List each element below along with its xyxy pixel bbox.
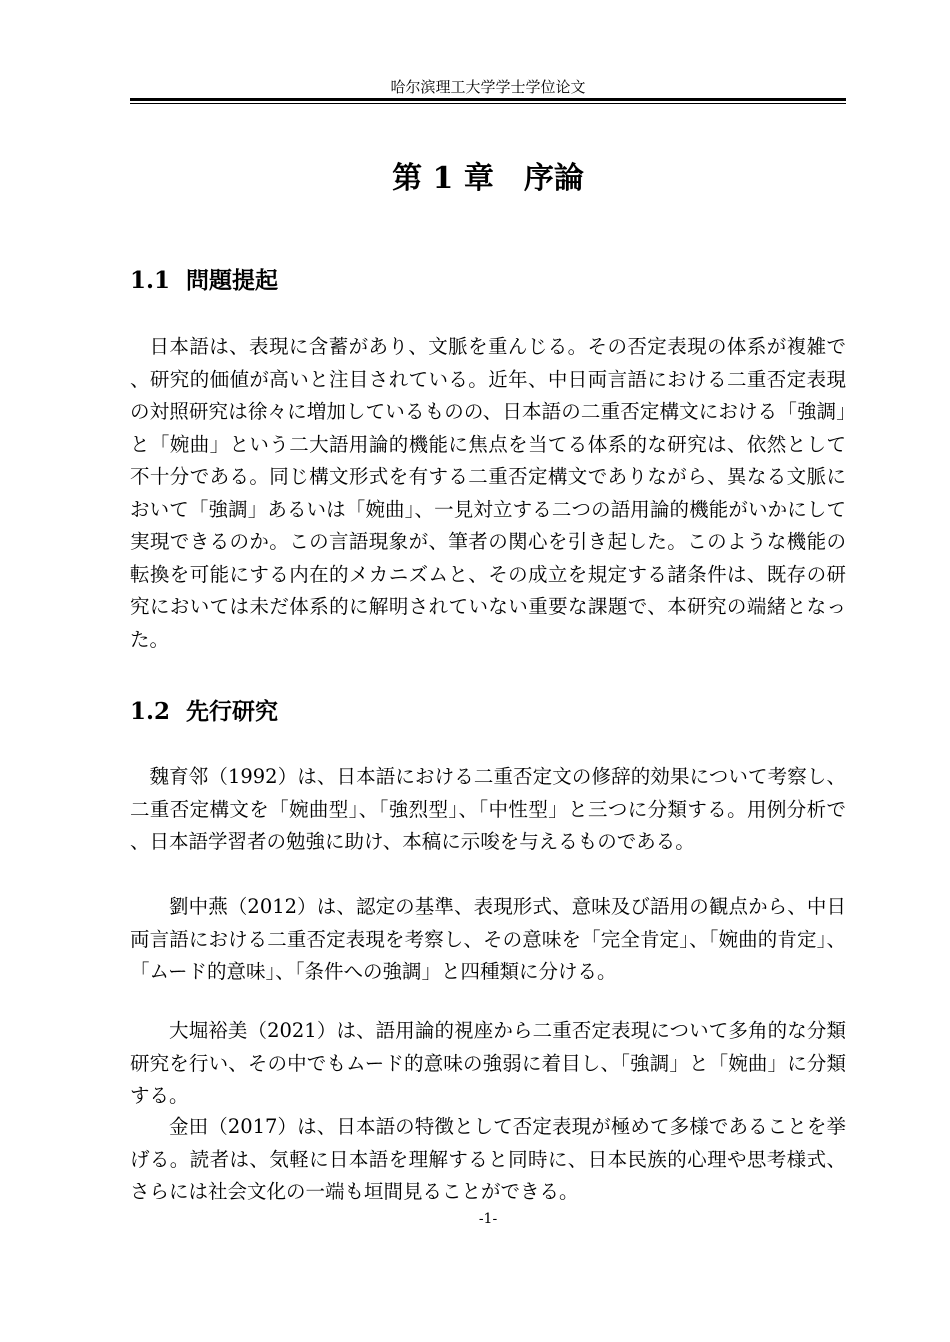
paragraph-ohori-hiromi: 大堀裕美（2021）は、語用論的視座から二重否定表現について多角的な分類研究を行い、その中でもムード的意味の強弱に着目し、「強調」と「婉曲」に分類する。	[130, 1019, 846, 1107]
running-header: 哈尔滨理工大学学士学位论文	[390, 78, 586, 96]
chapter-title: 第 1 章 序論	[392, 161, 584, 196]
paragraph-kaneda: 金田（2017）は、日本語の特徴として否定表現が極めて多様であることを挙げる。読者は、気軽に日本語を理解すると同時に、日本民族的心理や思考様式、さらには社会文化の一端も垣間見ることができる。	[130, 1115, 846, 1203]
header-rule-thin	[130, 103, 846, 104]
paragraph-liu-zhongyan: 劉中燕（2012）は、認定の基準、表現形式、意味及び語用の観点から、中日両言語における二重否定表現を考察し、その意味を「完全肯定」、「婉曲的肯定」、「ムード的意味」、「条件への強調」と四種類に分ける。	[130, 895, 846, 983]
header-rule-thick	[130, 98, 846, 101]
page-number: -1-	[478, 1211, 498, 1227]
section-heading-1-1: 1.1 問題提起	[130, 267, 279, 294]
paragraph-problem-statement: 日本語は、表現に含蓄があり、文脈を重んじる。その否定表現の体系が複雑で、研究的価値が高いと注目されている。近年、中日両言語における二重否定表現の対照研究は徐々に増加しているものの、日本語の二重否定構文における「強調」と「婉曲」という二大語用論的機能に焦点を当てる体系的な研究は、依然として不十分である。同じ構文形式を有する二重否定構文でありながら、異なる文脈において「強調」あるいは「婉曲」、一見対立する二つの語用論的機能がいかにして実現できるのか。この言語現象が、筆者の関心を引き起した。このような機能の転換を可能にする内在的メカニズムと、その成立を規定する諸条件は、既存の研究においては未だ体系的に解明されていない重要な課題で、本研究の端緒となった。	[130, 335, 846, 651]
paragraph-wei-yulin: 魏育邻（1992）は、日本語における二重否定文の修辞的効果について考察し、二重否定構文を「婉曲型」、「強烈型」、「中性型」と三つに分類する。用例分析で、日本語学習者の勉強に助け、本稿に示唆を与えるものである。	[130, 765, 846, 853]
section-heading-1-2: 1.2 先行研究	[130, 698, 279, 725]
